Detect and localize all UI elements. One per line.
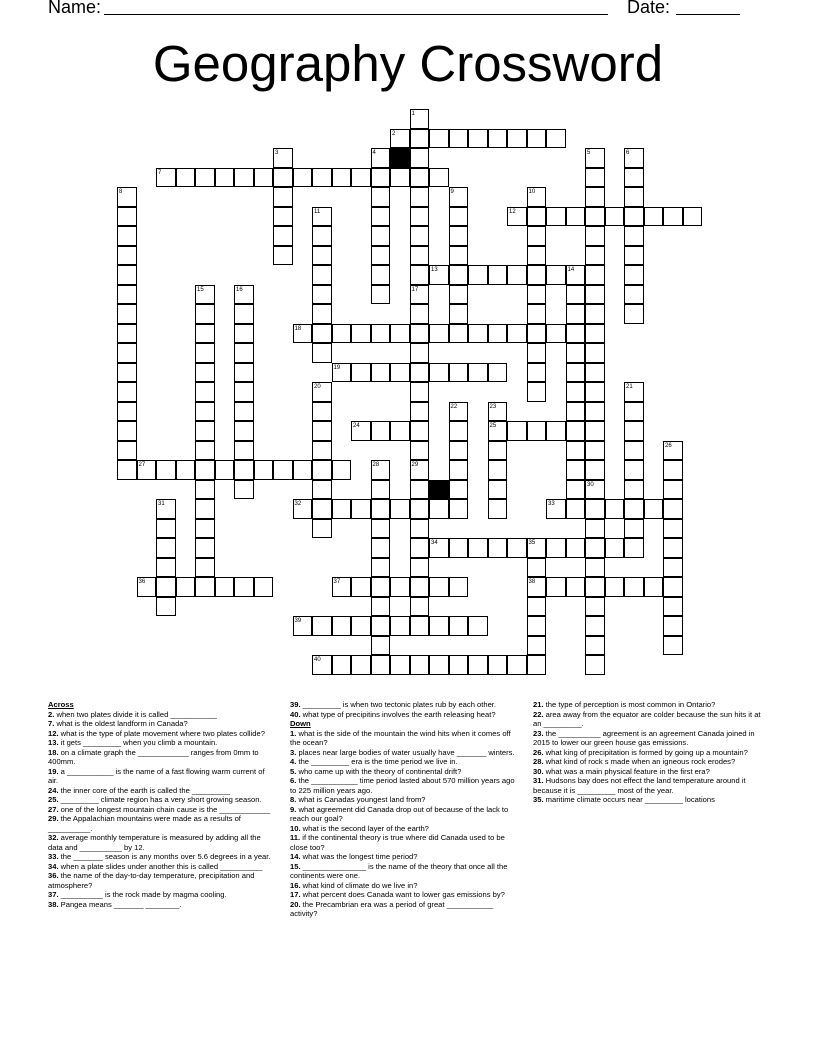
clue-number-label: 2.	[48, 709, 55, 719]
clue-number-label: 1.	[290, 728, 297, 738]
clue-number: 37	[333, 579, 341, 585]
clue-number: 19	[333, 364, 341, 371]
clue-item: 17. what percent does Canada want to lower gas emissions by?	[290, 890, 505, 899]
clue-number-label: 39.	[290, 700, 301, 709]
clue-number: 7	[158, 169, 162, 176]
clue-number-label: 20.	[290, 899, 301, 909]
clue-number: 35	[528, 540, 536, 546]
clue-number-label: 21.	[533, 700, 544, 709]
clue-number: 11	[314, 208, 321, 215]
clue-item: 3. places near large bodies of water usually have _______ winters.	[290, 747, 515, 757]
clue-number-label: 4.	[290, 757, 297, 766]
clue-number-label: 26.	[533, 747, 544, 757]
clue-number: 33	[548, 501, 555, 507]
clue-item: 40. what type of precipitins involves the earth releasing heat?	[290, 709, 496, 719]
clue-item: 10. what is the second layer of the earth?	[290, 823, 429, 833]
clue-number: 22	[450, 403, 458, 410]
clue-number: 4	[372, 150, 376, 156]
clue-item: 4. the _________ era is the time period we live in.	[290, 757, 458, 766]
clue-number-label: 15.	[290, 861, 301, 871]
clue-number: 16	[236, 286, 243, 293]
clue-number-label: 25.	[48, 795, 59, 804]
clue-section-heading: Across	[48, 700, 74, 709]
clue-number: 14	[567, 267, 575, 273]
clue-item: 9. what agreement did Canada drop out of because of the lack to reach our goal?	[290, 804, 509, 823]
clue-number-label: 30.	[533, 766, 544, 776]
clue-number-label: 12.	[48, 728, 59, 738]
clue-number: 38	[528, 579, 536, 585]
clue-column-2	[290, 700, 518, 919]
clue-number: 25	[489, 423, 497, 429]
clue-item: 15. _______________ is the name of the theory that once all the continents were one.	[290, 861, 508, 880]
clue-number-label: 3.	[290, 747, 297, 757]
clue-item: 24. the inner core of the earth is called the _________	[48, 785, 230, 795]
clue-number-label: 14.	[290, 852, 301, 861]
clue-number-label: 34.	[48, 861, 59, 871]
clue-number: 32	[294, 501, 302, 507]
clue-number: 34	[431, 540, 438, 546]
clue-number-label: 27.	[48, 804, 59, 814]
clue-number-label: 19.	[48, 766, 59, 776]
clue-number: 10	[528, 189, 536, 195]
clue-item: 5. who came up with the theory of continental drift?	[290, 766, 462, 776]
clue-item: 22. area away from the equator are colder because the sun hits it at an _________.	[533, 709, 761, 728]
clue-column-3	[533, 700, 769, 805]
clue-section-heading: Down	[290, 719, 311, 728]
clue-item: 23. the __________ agreement is an agreement Canada joined in 2015 to lower our green house gas emissions.	[533, 728, 755, 747]
clue-number: 24	[353, 423, 360, 429]
clue-number-label: 23.	[533, 728, 544, 738]
clue-item: 33. the _______ season is any months over 5.6 degrees in a year.	[48, 852, 271, 861]
clue-item: 20. the Precambrian era was a period of great ___________ activity?	[290, 899, 494, 918]
clue-number-label: 11.	[290, 833, 301, 842]
clue-number-label: 32.	[48, 833, 59, 842]
clue-number-label: 38.	[48, 899, 59, 909]
clue-number: 39	[294, 618, 302, 624]
clue-item: 13. it gets _________ when you climb a mountain.	[48, 738, 218, 747]
clue-number-label: 8.	[290, 795, 297, 804]
clue-number: 17	[411, 286, 419, 293]
clue-item: 35. maritime climate occurs near _________ locations	[533, 795, 715, 804]
clue-number: 8	[119, 189, 123, 195]
clue-number-label: 28.	[533, 757, 544, 766]
clue-number-label: 10.	[290, 823, 301, 833]
clue-number-label: 18.	[48, 747, 59, 757]
clue-number: 1	[411, 111, 415, 117]
clue-item: 32. average monthly temperature is measured by adding all the data and __________ by 12.	[48, 833, 261, 852]
clue-number: 31	[158, 501, 165, 507]
clue-number: 15	[197, 286, 204, 293]
clue-item: 29. the Appalachian mountains were made as a results of __________.	[48, 814, 241, 833]
clue-item: 14. what was the longest time period?	[290, 852, 418, 861]
clue-item: 12. what is the type of plate movement where two plates collide?	[48, 728, 265, 738]
clue-number: 9	[450, 189, 454, 195]
clue-number: 20	[314, 384, 321, 390]
clue-item: 11. if the continental theory is true where did Canada used to be close too?	[290, 833, 505, 852]
clue-number: 5	[587, 150, 591, 156]
clue-item: 31. Hudsons bay does not effect the land temperature around it because it is _________ most of the year.	[533, 776, 746, 795]
clue-number-label: 33.	[48, 852, 59, 861]
clue-number: 26	[665, 442, 672, 449]
clue-number: 28	[372, 462, 380, 468]
clue-item: 26. what king of precipitation is formed by going up a mountain?	[533, 747, 748, 757]
date-label: Date:	[627, 0, 671, 17]
clue-item: 34. when a plate slides under another this is called __________	[48, 861, 263, 871]
clue-item: 37. __________ is the rock made by magma cooling.	[48, 890, 227, 899]
clue-number: 13	[431, 267, 438, 273]
clue-item: 21. the type of perception is most common in Ontario?	[533, 700, 716, 709]
clue-number-label: 35.	[533, 795, 544, 804]
page-title: Geography Crossword	[152, 35, 664, 92]
clue-number: 12	[509, 208, 516, 215]
clue-number-label: 5.	[290, 766, 297, 776]
clue-item: 2. when two plates divide it is called ___________	[48, 709, 217, 719]
clue-item: 16. what kind of climate do we live in?	[290, 880, 418, 890]
clue-number: 36	[138, 579, 146, 585]
clue-number-label: 40.	[290, 709, 301, 719]
clue-number-label: 6.	[290, 776, 297, 785]
clue-number: 21	[626, 384, 633, 390]
clue-number-label: 16.	[290, 880, 301, 890]
clue-number-label: 31.	[533, 776, 544, 785]
clue-item: 36. the name of the day-to-day temperature, precipitation and atmosphere?	[48, 871, 255, 890]
clue-item: 25. _________ climate region has a very short growing season.	[48, 795, 262, 804]
clue-number-label: 24.	[48, 785, 59, 795]
clue-number-label: 22.	[533, 709, 544, 719]
clue-item: 28. what kind of rock s made when an igneous rock erodes?	[533, 757, 736, 766]
clue-number: 6	[626, 150, 630, 156]
clue-item: 38. Pangea means _______ ________.	[48, 899, 182, 909]
clue-number-label: 13.	[48, 738, 59, 747]
clue-number: 29	[411, 462, 419, 468]
clue-item: 8. what is Canadas youngest land from?	[290, 795, 426, 804]
clue-item: 30. what was a main physical feature in the first era?	[533, 766, 710, 776]
clue-number: 40	[314, 657, 321, 663]
clue-item: 7. what is the oldest landform in Canada?	[48, 719, 188, 728]
clue-number: 3	[275, 150, 279, 156]
clue-number: 27	[138, 462, 146, 468]
clue-number-label: 37.	[48, 890, 59, 899]
clue-item: 6. the ___________ time period lasted about 570 million years ago to 225 million years ago.	[290, 776, 515, 795]
clue-number-label: 36.	[48, 871, 59, 880]
clue-item: 19. a ___________ is the name of a fast flowing warm current of air.	[48, 766, 265, 785]
clue-item: 1. what is the side of the mountain the wind hits when it comes off the ocean?	[290, 728, 511, 747]
name-label: Name:	[48, 0, 102, 17]
clue-number-label: 7.	[48, 719, 55, 728]
clue-number: 30	[587, 481, 594, 488]
clue-number: 23	[489, 403, 497, 410]
clue-item: 39. _________ is when two tectonic plates rub by each other.	[290, 700, 497, 709]
clue-item: 27. one of the longest mountain chain cause is the ____________	[48, 804, 271, 814]
clue-number-label: 29.	[48, 814, 59, 823]
clue-number: 18	[294, 325, 302, 332]
clue-number-label: 9.	[290, 804, 297, 814]
clue-number: 2	[392, 130, 396, 137]
clue-item: 18. on a climate graph the ____________ ranges from 0mm to 400mm.	[48, 747, 259, 766]
clue-column-1	[48, 700, 276, 909]
clue-number-label: 17.	[290, 890, 301, 899]
